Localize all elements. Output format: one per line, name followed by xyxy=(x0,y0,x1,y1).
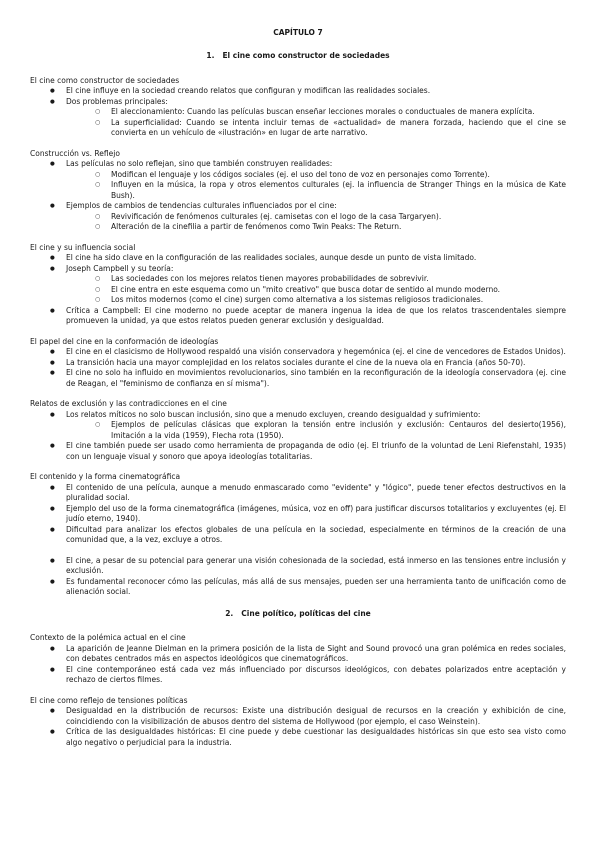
bullet: ● El cine ha sido clave en la configuración de las realidades sociales, aunque desde un punto de vista limitado. xyxy=(30,253,566,264)
bullet: ● El cine influye en la sociedad creando relatos que configuran y modifican las realidades sociales. xyxy=(30,86,566,97)
section-heading-2 xyxy=(30,609,566,620)
subsection-title: El papel del cine en la conformación de ideologías xyxy=(30,336,219,346)
subsection-title: Relatos de exclusión y las contradicciones en el cine xyxy=(30,399,227,408)
subsection-ideologias xyxy=(30,337,566,390)
subsection-constructor xyxy=(30,76,566,139)
bullet: ● La transición hacia una mayor complejidad en los relatos sociales durante el cine de la nueva ola en Francia (años 50-70). xyxy=(30,358,566,369)
sub-bullet: ○ El aleccionamiento: Cuando las películas buscan enseñar lecciones morales o conductuales de manera explícita. xyxy=(66,107,566,118)
sub-bullet: ○ Revivificación de fenómenos culturales (ej. camisetas con el logo de la casa Targaryen). xyxy=(66,212,566,223)
section-number: 1. xyxy=(206,51,215,60)
section-title: El cine como constructor de sociedades xyxy=(222,51,390,60)
bullet: ● Ejemplos de cambios de tendencias culturales influenciados por el cine: ○ Revivificación de fenómenos culturales (ej. camisetas con el logo de la casa Targaryen). ○ Alteración de la cinefilia a partir de fenómenos como Twin Peaks: The Return. xyxy=(30,201,566,233)
bullet: ● Crítica de las desigualdades históricas: El cine puede y debe cuestionar las desigualdades históricas sin que esto sea visto como algo negativo o perjudicial para la industria. xyxy=(30,727,566,748)
bullet: ● El cine, a pesar de su potencial para generar una visión cohesionada de la sociedad, está inmerso en las tensiones entre inclusión y exclusión. xyxy=(30,556,566,577)
bullet: ● Las películas no solo reflejan, sino que también construyen realidades: ○ Modifican el lenguaje y los códigos sociales (ej. el uso del tono de voz en personajes como Torrente). ○ Influyen en la música, la ropa y otros elementos culturales (ej. la influencia de Stranger Things en la música de Kate Bush). xyxy=(30,159,566,201)
bullet: ● Ejemplo del uso de la forma cinematográfica (imágenes, música, voz en off) para justificar discursos totalitarios y excluyentes (ej. El judío eterno, 1940). xyxy=(30,504,566,525)
subsection-title: Construcción vs. Reflejo xyxy=(30,148,120,158)
subsection-tensiones xyxy=(30,696,566,749)
subsection-title: El cine y su influencia social xyxy=(30,242,136,252)
subsection-construccion xyxy=(30,149,566,233)
subsection-title: El contenido y la forma cinematográfica xyxy=(30,472,181,481)
bullet: ● Los relatos míticos no solo buscan inclusión, sino que a menudo excluyen, creando desigualdad y sufrimiento: ○ Ejemplos de películas clásicas que exploran la tensión entre inclusión y exclusión: Centauros del desierto(1956), Imitación a la vida (1959), Flecha rota (1950). xyxy=(30,410,566,442)
subsection-polemica xyxy=(30,633,566,686)
sub-bullet: ○ Ejemplos de películas clásicas que exploran la tensión entre inclusión y exclusión: Centauros del desierto(1956), Imitación a la vida (1959), Flecha rota (1950). xyxy=(66,420,566,441)
sub-bullet: ○ La superficialidad: Cuando se intenta incluir temas de «actualidad» de manera forzada, haciendo que el cine se convierta en un vehículo de «ilustración» en lugar de arte narrativo. xyxy=(66,118,566,139)
section-number: 2. xyxy=(225,608,234,618)
bullet: ● Crítica a Campbell: El cine moderno no puede aceptar de manera ingenua la idea de que los relatos trascendentales siempre promueven la unidad, ya que estos relatos pueden generar exclusión y desigualdad. xyxy=(30,306,566,327)
bullet: ● Joseph Campbell y su teoría: ○ Las sociedades con los mejores relatos tienen mayores probabilidades de sobrevivir. ○ El cine entra en este esquema como un "mito creativo" que busca dotar de sentido al mundo moderno. ○ Los mitos modernos (como el cine) surgen como alternativa a los sistemas religiosos tradicionales. xyxy=(30,264,566,306)
sub-bullet: ○ Los mitos modernos (como el cine) surgen como alternativa a los sistemas religiosos tradicionales. xyxy=(66,295,566,306)
sub-bullet: ○ Las sociedades con los mejores relatos tienen mayores probabilidades de sobrevivir. xyxy=(66,274,566,285)
bullet: ● El cine contemporáneo está cada vez más influenciado por discursos ideológicos, con debates polarizados entre aceptación y rechazo de ciertos filmes. xyxy=(30,665,566,686)
subsection-exclusion xyxy=(30,399,566,462)
bullet: ● La aparición de Jeanne Dielman en la primera posición de la lista de Sight and Sound provocó una gran polémica en redes sociales, con debates centrados más en aspectos ideológicos que cinematográficos. xyxy=(30,644,566,665)
section-heading-1 xyxy=(30,51,566,62)
subsection-contenido-forma xyxy=(30,472,566,598)
bullet: ● El cine también puede ser usado como herramienta de propaganda de odio (ej. El triunfo de la voluntad de Leni Riefenstahl, 1935) con un lenguaje visual y sonoro que apoya ideologías totalitarias. xyxy=(30,441,566,462)
bullet: ● Es fundamental reconocer cómo las películas, más allá de sus mensajes, pueden ser una herramienta tanto de unificación como de alienación social. xyxy=(30,577,566,598)
bullet: ● Dos problemas principales: ○ El aleccionamiento: Cuando las películas buscan enseñar lecciones morales o conductuales de manera explícita. ○ La superficialidad: Cuando se intenta incluir temas de «actualidad» de manera forzada, haciendo que el cine se convierta en un vehículo de «ilustración» en lugar de arte narrativo. xyxy=(30,97,566,139)
sub-bullet: ○ Influyen en la música, la ropa y otros elementos culturales (ej. la influencia de Stranger Things en la música de Kate Bush). xyxy=(66,180,566,201)
sub-bullet: ○ Alteración de la cinefilia a partir de fenómenos como Twin Peaks: The Return. xyxy=(66,222,566,233)
bullet: ● Dificultad para analizar los efectos globales de una película en la sociedad, especialmente en términos de la creación de una comunidad que, a la vez, excluye a otros. xyxy=(30,525,566,546)
section-title: Cine político, políticas del cine xyxy=(241,608,371,618)
sub-bullet: ○ Modifican el lenguaje y los códigos sociales (ej. el uso del tono de voz en personajes como Torrente). xyxy=(66,170,566,181)
subsection-title: Contexto de la polémica actual en el cine xyxy=(30,633,186,642)
bullet: ● El contenido de una película, aunque a menudo enmascarado como "evidente" y "lógico", puede tener efectos destructivos en la pluralidad social. xyxy=(30,483,566,504)
subsection-influencia xyxy=(30,243,566,327)
bullet: ● El cine en el clasicismo de Hollywood respaldó una visión conservadora y hegemónica (ej. el cine de vencedores de Estados Unidos). xyxy=(30,347,566,358)
subsection-title: El cine como constructor de sociedades xyxy=(30,75,180,85)
bullet: ● El cine no solo ha influido en movimientos revolucionarios, sino también en la reconfiguración de la ideología conservadora (ej. cine de Reagan, el "feminismo de confianza en sí misma"). xyxy=(30,368,566,389)
spacer xyxy=(30,546,566,556)
subsection-title: El cine como reflejo de tensiones políticas xyxy=(30,695,188,705)
bullet: ● Desigualdad en la distribución de recursos: Existe una distribución desigual de recursos en la creación y exhibición de cine, coincidiendo con la visibilización de abusos dentro del sistema de Hollywood (por ejemplo, el caso Weinstein). xyxy=(30,706,566,727)
chapter-title: CAPÍTULO 7 xyxy=(273,28,323,37)
sub-bullet: ○ El cine entra en este esquema como un "mito creativo" que busca dotar de sentido al mundo moderno. xyxy=(66,285,566,296)
